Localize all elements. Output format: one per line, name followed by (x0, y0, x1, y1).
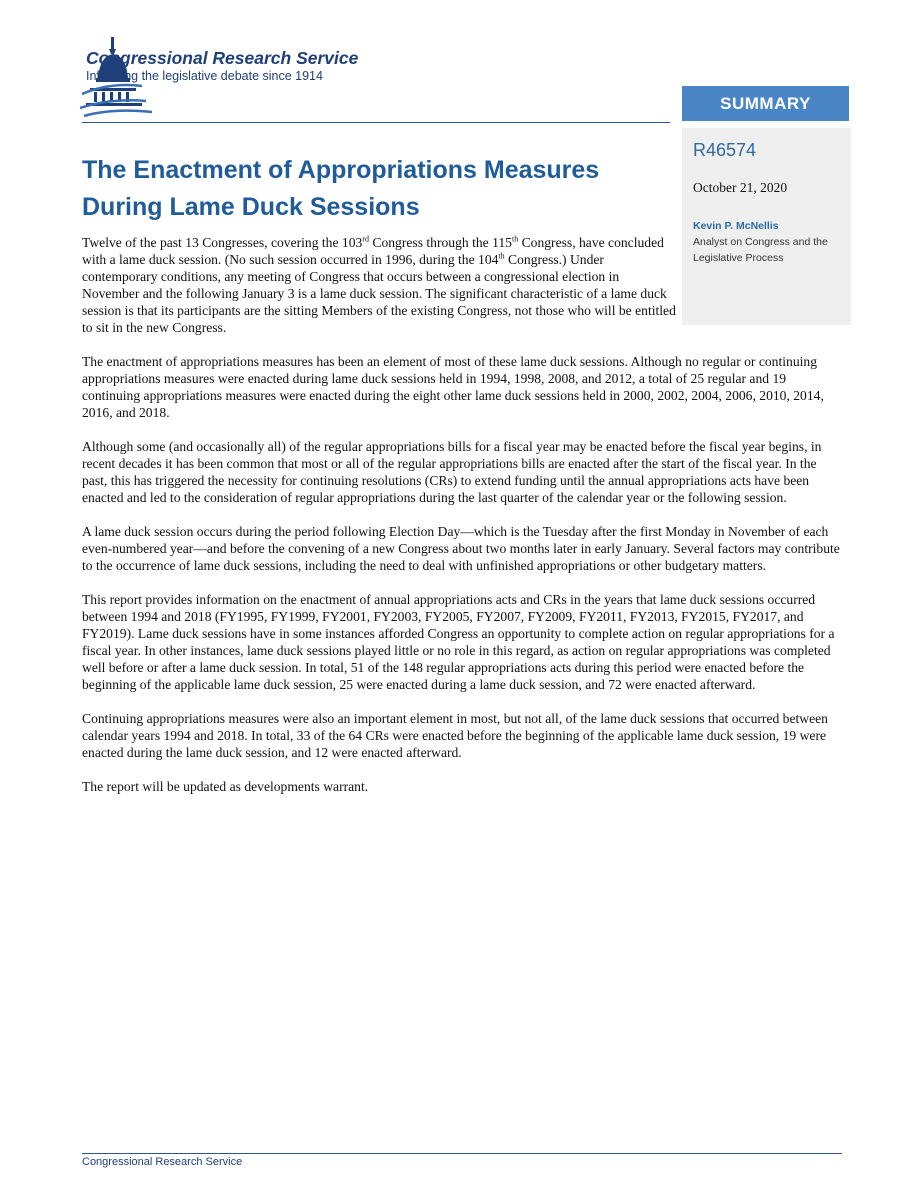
paragraph-fiscal-year-timing: Although some (and occasionally all) of the regular appropriations bills for a fiscal year may be enacted before the fiscal year begins, in recent decades it has been common that most or all of the regular appropriations bills are enacted after the start of the fiscal year. In the past, this has triggered the necessity for continuing resolutions (CRs) to extend funding until the annual appropriations acts have been enacted and led to the consideration of regular appropriations during the last quarter of the calendar year or the following session. (82, 439, 822, 505)
report-number: R46574 (693, 140, 757, 160)
paragraph-continuing-resolutions: Continuing appropriations measures were also an important element in most, but not all, of the lame duck sessions that occurred between calendar years 1994 and 2018. In total, 33 of the 64 CRs were enacted before the beginning of the applicable lame duck session, 19 were enacted during the lame duck session, and 12 were enacted afterward. (82, 711, 828, 760)
page-title: The Enactment of Appropriations Measures During Lame Duck Sessions (82, 156, 600, 221)
paragraph-report-scope: This report provides information on the enactment of annual appropriations acts and CRs in the years that lame duck sessions occurred between 1994 and 2018 (FY1995, FY1999, FY2001, FY2003, FY2005, FY2007, FY2009, FY2011, FY2013, FY2015, FY2017, and FY2019). Lame duck sessions have in some instances afforded Congress an opportunity to complete action on regular appropriations for a fiscal year. In other instances, lame duck sessions played little or no role in this regard, as action on regular appropriations was completed well before or after a lame duck session. In total, 51 of the 148 regular appropriations acts during this period were enacted before the beginning of the applicable lame duck session, 25 were enacted during a lame duck session, and 72 were enacted afterward. (82, 592, 835, 692)
footer-divider (82, 1153, 842, 1154)
summary-body (82, 234, 842, 812)
footer-org-name: Congressional Research Service (82, 1156, 243, 1168)
paragraph-update-note: The report will be updated as developments warrant. (82, 779, 369, 794)
paragraph-intro-text-b: Congress through the 115 (368, 235, 512, 250)
ordinal-suffix: th (498, 251, 505, 261)
paragraph-lame-duck-definition: A lame duck session occurs during the period following Election Day—which is the Tuesday after the first Monday in November of each even-numbered year—and before the convening of a new Congress about two months later in early January. Several factors may contribute to the occurrence of lame duck sessions, including the need to deal with unfinished appropriations or other budgetary matters. (82, 524, 840, 573)
summary-tab: SUMMARY (682, 86, 849, 121)
paragraph-intro (82, 234, 677, 336)
ordinal-suffix: th (511, 234, 519, 244)
paragraph-intro-text-c: Congress, have concluded with a lame duck session. (No such session occurred in 1996, during the 104 (82, 235, 664, 267)
paragraph-intro-text-d: Congress.) Under contemporary conditions, any meeting of Congress that occurs between a congressional election in November and the following January 3 is a lame duck session. The significant characteristic of a lame duck session is that its participants are the sitting Members of the existing Congress, not those who will be entitled to sit in the new Congress. (82, 252, 676, 335)
ordinal-suffix: rd (362, 234, 369, 244)
org-tagline: Informing the legislative debate since 1914 (86, 69, 323, 83)
paragraph-intro-text-a: Twelve of the past 13 Congresses, covering the 103 (82, 235, 363, 250)
paragraph-lame-duck-enactments: The enactment of appropriations measures has been an element of most of these lame duck sessions. Although no regular or continuing appropriations measures were enacted during lame duck sessions held in 1994, 1998, 2008, and 2012, a total of 25 regular and 19 continuing appropriations measures were enacted during the eight other lame duck sessions held in 2000, 2002, 2004, 2006, 2010, 2014, 2016, and 2018. (82, 354, 824, 420)
author-name: Kevin P. McNellis (693, 220, 779, 232)
org-name: Congressional Research Service (86, 48, 359, 68)
header-divider (82, 122, 670, 123)
report-date: October 21, 2020 (693, 180, 788, 195)
author-title: Analyst on Congress and the Legislative Process (693, 236, 828, 264)
